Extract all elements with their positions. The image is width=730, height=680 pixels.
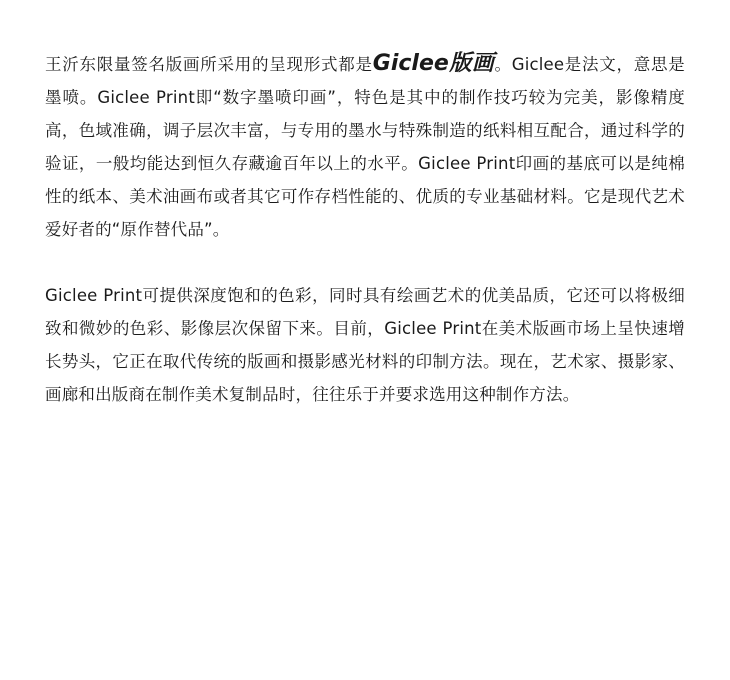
paragraph-giclee-definition — [45, 47, 685, 246]
giclee-print-emphasis: Giclee版画 — [372, 51, 495, 76]
article-body — [45, 47, 685, 411]
paragraph-1-rest: 。Giclee是法文，意思是墨喷。Giclee Print即“数字墨喷印画”，特色是其中的制作技巧较为完美，影像精度高，色域准确，调子层次丰富，与专用的墨水与特殊制造的纸料相互配合，通过科学的验证，一般均能达到恒久存藏逾百年以上的水平。Giclee Print印画的基底可以是纯棉性的纸本、美术油画布或者其它可作存档性能的、优质的专业基础材料。它是现代艺术爱好者的“原作替代品”。 — [45, 55, 685, 239]
paragraph-2-text: Giclee Print可提供深度饱和的色彩，同时具有绘画艺术的优美品质，它还可以将极细致和微妙的色彩、影像层次保留下来。目前，Giclee Print在美术版画市场上呈快速增长势头，它正在取代传统的版画和摄影感光材料的印制方法。现在，艺术家、摄影家、画廊和出版商在制作美术复制品时，往往乐于并要求选用这种制作方法。 — [45, 286, 685, 404]
paragraph-giclee-qualities — [45, 279, 685, 411]
paragraph-1-lead: 王沂东限量签名版画所采用的呈现形式都是 — [45, 55, 373, 74]
